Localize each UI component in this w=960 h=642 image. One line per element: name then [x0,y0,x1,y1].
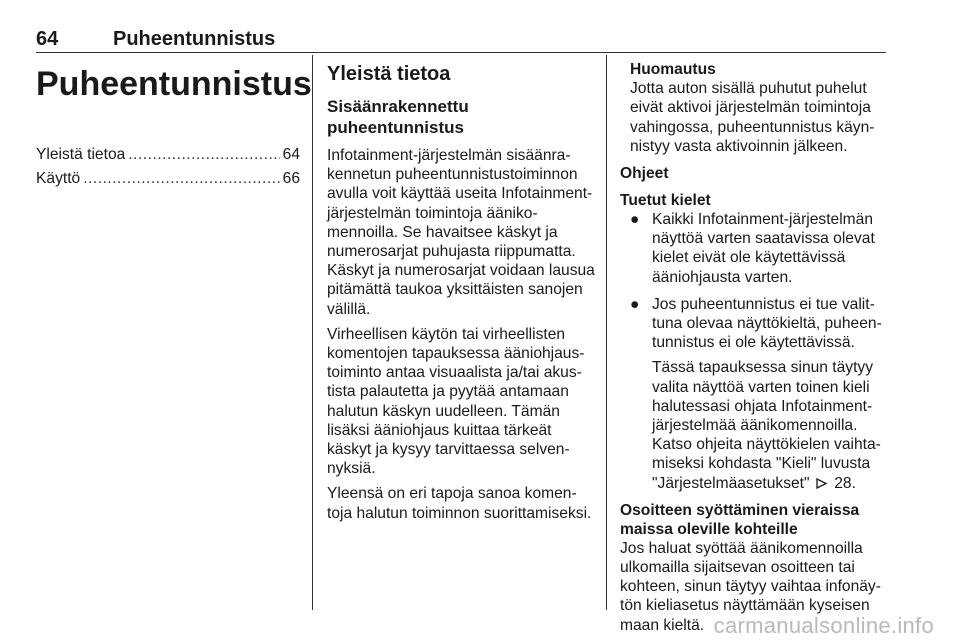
page-reference-link[interactable]: 28. [834,474,856,492]
section-heading: Yleistä tietoa [327,63,451,85]
languages-heading: Tuetut kielet [620,192,711,210]
list-item-continuation [652,358,890,492]
note-box [620,60,890,156]
address-paragraph: Jos haluat syöttää äänikomennoilla ulkomailla sijaitsevan osoitteen tai kohteen, sinun täytyy vaihtaa infonäytön kieliasetus näyttämään kyseisen maan kieltä. [620,539,881,634]
column-toc [36,60,312,193]
toc-leader-dots [83,169,279,188]
note-text: Jotta auton sisällä puhutut puhelut eivät aktivoi järjestelmän toimintoja vahingossa, puheentunnistus käynnistyy vasta aktivoinnin jälkeen. [630,80,875,155]
body-paragraph: Yleensä on eri tapoja sanoa komentoja halutun toiminnon suorittamiseksi. [327,485,592,522]
column-divider-left [312,55,313,610]
running-title: Puheentunnistus [113,28,276,50]
page-reference-icon [814,475,834,492]
chapter-title: Puheentunnistus [36,65,312,103]
toc-entry-general-info[interactable] [36,145,300,169]
bullet-dot-icon: ● [630,211,640,229]
column-general-info [327,60,595,529]
page-number: 64 [36,28,59,50]
page-header [36,28,886,53]
list-item [620,210,890,287]
toc-page: 66 [282,170,300,187]
toc-page: 64 [282,146,300,163]
instructions-heading: Ohjeet [620,165,669,183]
list-item [620,295,890,493]
list-item-text: Jos puheentunnistus ei tue valittuna olevaa näyttökieltä, puheentunnistus ei ole käytettävissä. [652,295,882,352]
toc-label: Käyttö [36,170,81,187]
table-of-contents [36,145,300,193]
column-divider-right [606,55,607,610]
body-paragraph: Virheellisen käytön tai virheellisten komentojen tapauksessa ääniohjaustoiminto antaa visuaalista ja/tai akustista palautetta ja pyytää antamaan halutun käskyn uudelleen. Tämän lisäksi ääniohjaus kuittaa tärkeät käskyt ja kysyy tarvittaessa selvennyksiä. [327,325,585,478]
watermark: carmanualsonline.info [713,613,934,638]
list-item-text: Kaikki Infotainment-järjestelmän näyttöä varten saatavissa olevat kielet eivät ole käytettävissä ääniohjausta varten. [652,211,875,286]
column-instructions [620,60,890,639]
toc-label: Yleistä tietoa [36,146,126,163]
toc-entry-usage[interactable] [36,169,300,193]
body-paragraph: Infotainment-järjestelmän sisäänrakennetun puheentunnistustoiminnon avulla voit käyttää useita Infotainment-järjestelmän toimintoja äänikomennoilla. Se havaitsee käskyt ja numerosarjat puhujasta riippumatta. Käskyt ja numerosarjat voidaan lausua pitämättä taukoa yksittäisten sanojen välillä. [327,147,595,318]
toc-leader-dots [128,145,279,164]
languages-list [620,210,890,493]
continuation-text: Tässä tapauksessa sinun täytyy valita näyttöä varten toinen kieli halutessasi ohjata Infotainment-järjestelmää äänikomennoilla. Katso ohjeita näyttökielen vaihtamiseksi kohdasta "Kieli" luvusta "Järjestelmäasetukset" [652,359,881,492]
subsection-heading: Sisäänrakennettu puheentunnistus [327,97,469,137]
note-title: Huomautus [630,61,716,78]
bullet-dot-icon: ● [630,295,640,313]
address-heading: Osoitteen syöttäminen vieraissa maissa oleville kohteille [620,501,860,538]
